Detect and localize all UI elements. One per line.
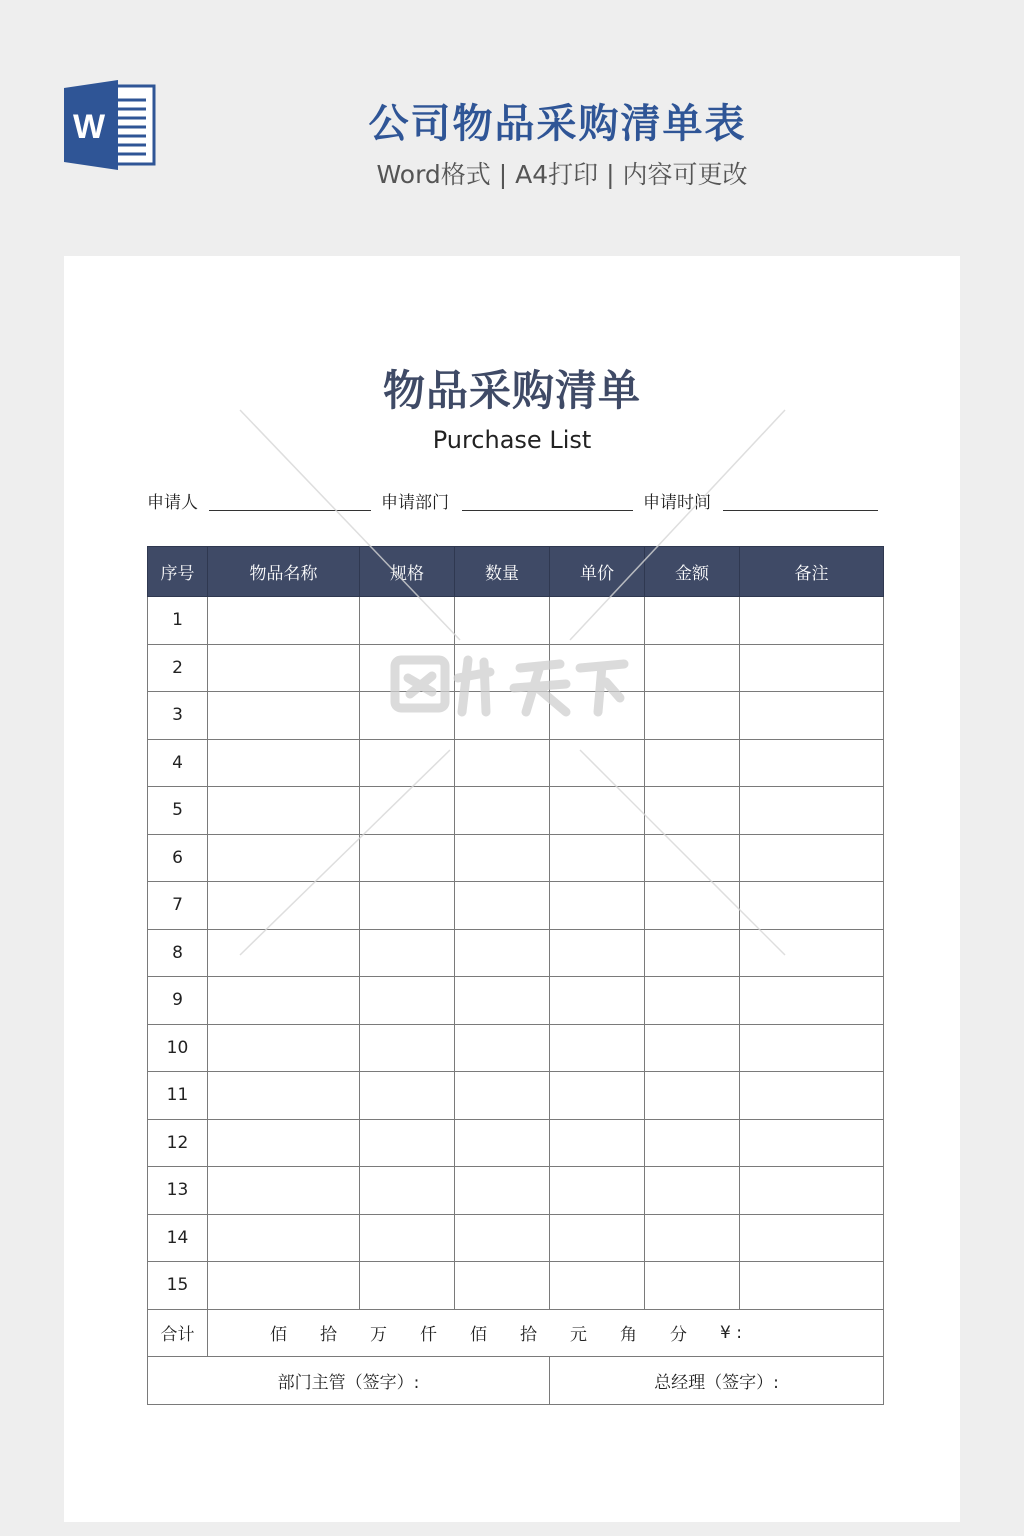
document-title: 物品采购清单 [382,366,641,415]
table-row [148,739,884,787]
cell-spec[interactable] [360,787,455,835]
cell-unit-price[interactable] [550,1072,645,1120]
cell-remarks[interactable] [740,692,884,740]
cell-unit-price[interactable] [550,692,645,740]
table-header-row [148,547,884,597]
row-index: 2 [148,644,208,692]
cell-amount[interactable] [645,1072,740,1120]
row-index: 12 [148,1119,208,1167]
cell-item-name[interactable] [208,929,360,977]
cell-remarks[interactable] [740,739,884,787]
unit-yuan: 元 [570,1325,587,1346]
table-row [148,929,884,977]
cell-item-name[interactable] [208,834,360,882]
cell-unit-price[interactable] [550,739,645,787]
table-row [148,834,884,882]
cell-spec[interactable] [360,597,455,645]
unit-shi-1: 拾 [320,1325,337,1346]
table-row [148,1262,884,1310]
cell-amount[interactable] [645,1214,740,1262]
cell-spec[interactable] [360,882,455,930]
cell-amount[interactable] [645,1167,740,1215]
table-row [148,1072,884,1120]
cell-item-name[interactable] [208,1262,360,1310]
cell-quantity[interactable] [455,1024,550,1072]
cell-quantity[interactable] [455,739,550,787]
row-index: 1 [148,597,208,645]
date-label: 申请时间 [643,493,711,513]
cell-quantity[interactable] [455,787,550,835]
cell-remarks[interactable] [740,1119,884,1167]
cell-unit-price[interactable] [550,1119,645,1167]
row-index: 15 [148,1262,208,1310]
page-subtitle: Word格式 | A4打印 | 内容可更改 [376,160,748,189]
cell-spec[interactable] [360,1262,455,1310]
unit-bai-1: 佰 [270,1325,287,1346]
cell-amount[interactable] [645,644,740,692]
cell-item-name[interactable] [208,977,360,1025]
cell-remarks[interactable] [740,644,884,692]
cell-remarks[interactable] [740,929,884,977]
cell-item-name[interactable] [208,882,360,930]
col-header-index: 序号 [148,547,208,597]
cell-spec[interactable] [360,739,455,787]
total-row [148,1309,884,1357]
department-field[interactable] [462,510,633,511]
cell-amount[interactable] [645,1024,740,1072]
row-index: 6 [148,834,208,882]
cell-item-name[interactable] [208,692,360,740]
table-row [148,882,884,930]
cell-remarks[interactable] [740,977,884,1025]
cell-quantity[interactable] [455,1262,550,1310]
cell-spec[interactable] [360,1024,455,1072]
row-index: 11 [148,1072,208,1120]
cell-unit-price[interactable] [550,787,645,835]
row-index: 13 [148,1167,208,1215]
cell-item-name[interactable] [208,1072,360,1120]
unit-shi-2: 拾 [520,1325,537,1346]
document-page [64,256,960,1522]
cell-unit-price[interactable] [550,597,645,645]
cell-unit-price[interactable] [550,644,645,692]
header-banner [0,0,1024,250]
cell-quantity[interactable] [455,929,550,977]
cell-spec[interactable] [360,1214,455,1262]
cell-item-name[interactable] [208,597,360,645]
unit-wan: 万 [370,1325,387,1346]
cell-item-name[interactable] [208,1167,360,1215]
cell-quantity[interactable] [455,882,550,930]
cell-remarks[interactable] [740,597,884,645]
cell-item-name[interactable] [208,787,360,835]
cell-spec[interactable] [360,644,455,692]
cell-spec[interactable] [360,1072,455,1120]
col-header-quantity: 数量 [455,547,550,597]
total-amount-cell[interactable] [208,1309,884,1357]
gm-signature[interactable]: 总经理（签字）: [550,1357,884,1405]
dept-manager-signature[interactable]: 部门主管（签字）: [148,1357,550,1405]
department-label: 申请部门 [381,493,449,513]
cell-item-name[interactable] [208,1119,360,1167]
cell-amount[interactable] [645,787,740,835]
cell-remarks[interactable] [740,1167,884,1215]
cell-unit-price[interactable] [550,1214,645,1262]
cell-spec[interactable] [360,929,455,977]
row-index: 10 [148,1024,208,1072]
cell-spec[interactable] [360,1119,455,1167]
row-index: 7 [148,882,208,930]
col-header-amount: 金额 [645,547,740,597]
cell-remarks[interactable] [740,1214,884,1262]
table-row [148,1167,884,1215]
cell-item-name[interactable] [208,644,360,692]
cell-amount[interactable] [645,739,740,787]
cell-amount[interactable] [645,1262,740,1310]
table-row [148,597,884,645]
col-header-remarks: 备注 [740,547,884,597]
table-row [148,1119,884,1167]
cell-amount[interactable] [645,929,740,977]
cell-quantity[interactable] [455,834,550,882]
cell-unit-price[interactable] [550,929,645,977]
cell-unit-price[interactable] [550,977,645,1025]
cell-amount[interactable] [645,597,740,645]
cell-amount[interactable] [645,977,740,1025]
col-header-unit-price: 单价 [550,547,645,597]
cell-remarks[interactable] [740,787,884,835]
row-index: 9 [148,977,208,1025]
cell-spec[interactable] [360,1167,455,1215]
cell-remarks[interactable] [740,1262,884,1310]
applicant-field[interactable] [209,510,371,511]
cell-unit-price[interactable] [550,1262,645,1310]
row-index: 8 [148,929,208,977]
table-row [148,644,884,692]
row-index: 5 [148,787,208,835]
cell-item-name[interactable] [208,1024,360,1072]
cell-quantity[interactable] [455,1167,550,1215]
unit-bai-2: 佰 [470,1325,487,1346]
row-index: 14 [148,1214,208,1262]
cell-unit-price[interactable] [550,834,645,882]
cell-remarks[interactable] [740,882,884,930]
cell-unit-price[interactable] [550,1024,645,1072]
cell-remarks[interactable] [740,1024,884,1072]
page-title: 公司物品采购清单表 [368,101,747,147]
cell-spec[interactable] [360,977,455,1025]
cell-item-name[interactable] [208,1214,360,1262]
cell-quantity[interactable] [455,1072,550,1120]
unit-fen: 分 [670,1325,687,1346]
cell-quantity[interactable] [455,644,550,692]
table-row [148,692,884,740]
cell-spec[interactable] [360,692,455,740]
cell-quantity[interactable] [455,597,550,645]
applicant-label: 申请人 [147,493,198,513]
cell-amount[interactable] [645,882,740,930]
cell-quantity[interactable] [455,1214,550,1262]
word-logo-letter: W [72,108,106,146]
cell-unit-price[interactable] [550,882,645,930]
row-index: 3 [148,692,208,740]
cell-item-name[interactable] [208,739,360,787]
table-row [148,1024,884,1072]
document-subtitle: Purchase List [432,426,592,454]
date-field[interactable] [723,510,878,511]
total-label: 合计 [148,1309,208,1357]
cell-amount[interactable] [645,692,740,740]
cell-spec[interactable] [360,834,455,882]
col-header-spec: 规格 [360,547,455,597]
cell-quantity[interactable] [455,977,550,1025]
cell-quantity[interactable] [455,692,550,740]
row-index: 4 [148,739,208,787]
unit-jiao: 角 [620,1325,637,1346]
cell-remarks[interactable] [740,834,884,882]
cell-amount[interactable] [645,1119,740,1167]
table-row [148,787,884,835]
table-row [148,1214,884,1262]
purchase-table [147,546,884,1405]
col-header-item-name: 物品名称 [208,547,360,597]
cell-unit-price[interactable] [550,1167,645,1215]
currency-label: ¥ : [720,1322,742,1343]
unit-qian: 仟 [420,1325,437,1346]
table-row [148,977,884,1025]
signature-row [148,1357,884,1405]
cell-quantity[interactable] [455,1119,550,1167]
cell-amount[interactable] [645,834,740,882]
cell-remarks[interactable] [740,1072,884,1120]
